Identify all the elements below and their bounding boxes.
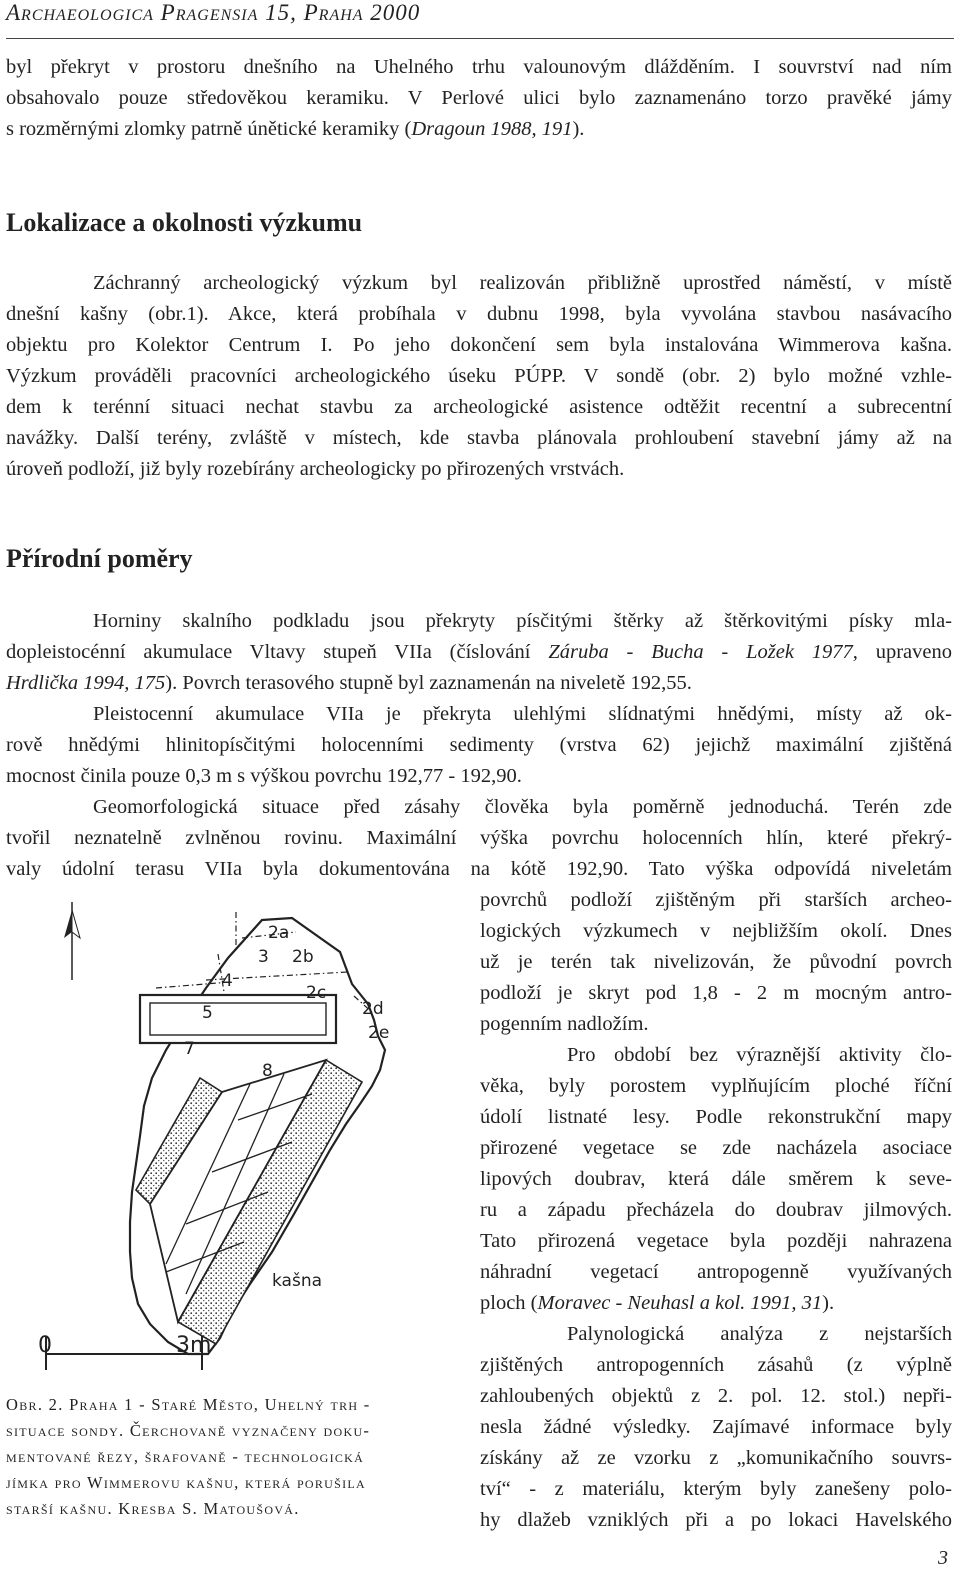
label-8: 8 — [262, 1061, 273, 1081]
body-line: Záchranný archeologický výzkum byl realizován přibližně uprostřed náměstí, v místě — [93, 272, 952, 294]
scale-end-label: 3m — [176, 1333, 212, 1358]
page-number: 3 — [938, 1547, 948, 1569]
label-7: 7 — [184, 1039, 195, 1059]
column-line: přirozené vegetace se zde nacházela asociace — [480, 1137, 952, 1159]
body-line: tvořil neznatelně zvlněnou rovinu. Maximální výška povrchu holocenních hlín, které překrý- — [6, 827, 952, 849]
scale-start-label: 0 — [38, 1333, 52, 1358]
label-4: 4 — [222, 971, 233, 991]
figure-caption-line: Obr. 2. Praha 1 - Staré Město, Uhelný trh - — [6, 1395, 371, 1414]
label-3: 3 — [258, 947, 269, 967]
text-run: dopleistocénní akumulace Vltavy stupeň VIIa (číslování — [6, 641, 549, 663]
column-line: získány až ze vzorku z „komunikačního souvrs- — [480, 1447, 952, 1469]
label-5: 5 — [202, 1003, 213, 1023]
body-line — [6, 637, 952, 668]
intro-citation: Dragoun 1988, 191 — [411, 118, 573, 140]
column-line-last — [480, 1288, 834, 1319]
column-line-last: pogenním nadložím. — [480, 1013, 649, 1035]
column-line: Tato přirozená vegetace byla později nahrazena — [480, 1230, 952, 1252]
intro-text-end: ). — [572, 118, 585, 140]
body-line-last: mocnost činila pouze 0,3 m s výškou povrchu 192,77 - 192,90. — [6, 765, 522, 787]
figure-caption-line: mentované řezy, šrafovaně - technologická — [6, 1447, 365, 1466]
label-2d: 2d — [362, 999, 384, 1019]
column-line: logických výzkumech v nejbližším okolí. Dnes — [480, 920, 952, 942]
column-line: Palynologická analýza z nejstarších — [567, 1323, 952, 1345]
north-arrow-icon — [64, 902, 80, 980]
running-header: Archaeologica Pragensia 15, Praha 2000 — [6, 0, 421, 25]
intro-line: obsahovalo pouze středověkou keramiku. V Perlové ulici bylo zaznamenáno torzo pravěké jámy — [6, 87, 952, 109]
column-line: náhradní vegetací antropogenně využívaných — [480, 1261, 952, 1283]
column-line: podloží je skryt pod 1,8 - 2 m mocným antro- — [480, 982, 952, 1004]
label-2c: 2c — [306, 983, 327, 1003]
intro-line-last — [6, 114, 584, 145]
citation: Hrdlička 1994, 175 — [6, 672, 166, 694]
label-2a: 2a — [268, 923, 290, 943]
body-line: Výzkum prováděli pracovníci archeologického úseku PÚPP. V sondě (obr. 2) bylo možné vzhle- — [6, 365, 952, 387]
header-rule — [6, 38, 954, 39]
column-line: Pro období bez výraznější aktivity člo- — [567, 1044, 952, 1066]
figure-caption-line: jímka pro Wimmerovu kašnu, která porušila — [6, 1473, 367, 1492]
column-line: věka, byly porostem vyplňujícím ploché říční — [480, 1075, 952, 1097]
text-run: ). Povrch terasového stupně byl zaznamenán na niveletě 192,55. — [165, 672, 692, 694]
column-line: povrchů podloží zjištěným při starších archeo- — [480, 889, 952, 911]
figure-caption-line: starší kašnu. Kresba S. Matoušová. — [6, 1499, 300, 1518]
body-line: navážky. Další terény, zvláště v místech, kde stavba plánovala prohloubení stavební jámy až na — [6, 427, 952, 449]
column-line: nesla žádné výsledky. Zajímavé informace byly — [480, 1416, 952, 1438]
body-line-last: úroveň podloží, již byly rozebírány archeologicky po přirozených vrstvách. — [6, 458, 625, 480]
section-heading-lokalizace: Lokalizace a okolnosti výzkumu — [6, 208, 363, 237]
label-2b: 2b — [292, 947, 314, 967]
column-line: hy dlažeb vzniklých při a po lokaci Havelského — [480, 1509, 952, 1531]
body-line: dnešní kašny (obr.1). Akce, která probíhala v dubnu 1998, byla vyvolána stavbou nasávacího — [6, 303, 952, 325]
citation: Moravec - Neuhasl a kol. 1991, 31 — [537, 1292, 823, 1314]
text-run: upraveno — [857, 641, 953, 663]
body-line: objektu pro Kolektor Centrum I. Po jeho dokončení sem byla instalována Wimmerova kašna. — [6, 334, 952, 356]
citation: Záruba - Bucha - Ložek 1977, — [548, 641, 858, 663]
intro-line: byl překryt v prostoru dnešního na Uhelného trhu valounovým dlážděním. I souvrství nad ním — [6, 56, 952, 78]
column-line: už je terén tak nivelizován, že původní povrch — [480, 951, 952, 973]
column-line: údolí listnaté lesy. Podle rekonstrukční mapy — [480, 1106, 952, 1128]
site-plan-figure — [0, 892, 470, 1374]
column-line: ru a západu přecházela do doubrav jilmových. — [480, 1199, 952, 1221]
figure-caption-line: situace sondy. Čerchovaně vyznačeny doku- — [6, 1421, 371, 1440]
body-line: valy údolní terasu VIIa byla dokumentována na kótě 192,90. Tato výška odpovídá niveletám — [6, 858, 952, 880]
body-line: dem k terénní situaci nechat stavbu za archeologické asistence odtěžit recentní a subrecentní — [6, 396, 952, 418]
section-heading-prirodni-pomery: Přírodní poměry — [6, 544, 193, 573]
column-line: zahloubených objektů z 2. pol. 12. stol.) nepři- — [480, 1385, 952, 1407]
column-line: lipových doubrav, která dále směrem k seve- — [480, 1168, 952, 1190]
body-line: Horniny skalního podkladu jsou překryty písčitými štěrky až štěrkovitými písky mla- — [93, 610, 952, 632]
body-line-last — [6, 668, 692, 699]
column-line: zjištěných antropogenních zásahů (z výplně — [480, 1354, 952, 1376]
label-2e: 2e — [368, 1023, 390, 1043]
body-line: rově hnědými hlinitopísčitými holocenními sedimenty (vrstva 62) jejichž maximální zjištěná — [6, 734, 952, 756]
body-line: Geomorfologická situace před zásahy člověka byla poměrně jednoduchá. Terén zde — [93, 796, 952, 818]
label-kasna: kašna — [272, 1271, 323, 1291]
text-run: ploch ( — [480, 1292, 538, 1314]
text-run: ). — [822, 1292, 835, 1314]
body-line: Pleistocenní akumulace VIIa je překryta ulehlými slídnatými hnědými, místy až ok- — [93, 703, 952, 725]
intro-text: s rozměrnými zlomky patrně únětické keramiky ( — [6, 118, 412, 140]
column-line: tví“ - z materiálu, kterým byly zanešeny polo- — [480, 1478, 952, 1500]
